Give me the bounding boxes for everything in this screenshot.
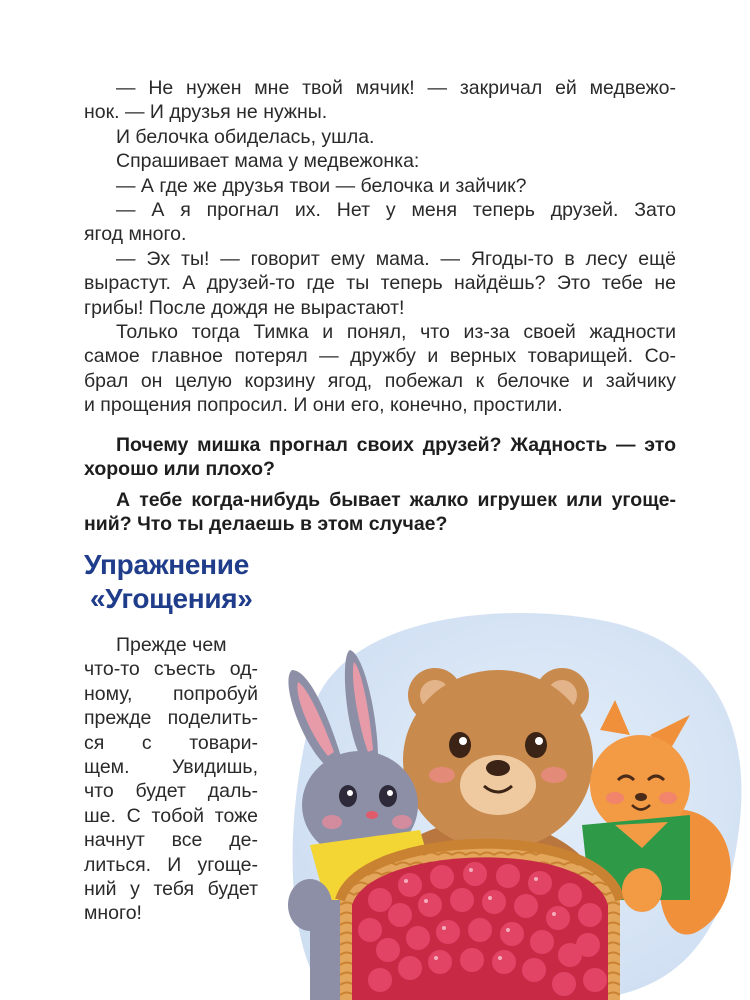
exercise-title-line2: «Угощения» [90,583,253,614]
exercise-line: щем. Увидишь, [84,756,258,779]
exercise-line: прежде поделить- [84,707,258,730]
story-line: — Эх ты! — говорит ему мама. — Ягоды-то в лесу ещё [116,247,676,270]
story-line: вырастут. А друзей-то где ты теперь найдёшь? Это тебе не [84,272,676,295]
animals-illustration [270,600,750,1000]
story-text [84,76,676,418]
story-line: грибы! После дождя не вырастают! [84,296,405,319]
story-line: — А я прогнал их. Нет у меня теперь друзей. Зато [116,199,676,222]
exercise-line: что-то съесть од- [84,658,258,681]
discussion-questions [84,433,676,537]
story-line: брал он целую корзину ягод, побежал к белочке и зайчику [84,369,676,392]
question-line: хорошо или плохо? [84,458,275,481]
story-line: — Не нужен мне твой мячик! — закричал ей медвежо- [116,77,676,99]
story-line: нок. — И друзья не нужны. [84,101,328,124]
exercise-line: литься. И угоще- [84,853,258,876]
story-line: ягод много. [84,223,187,246]
question-line: Почему мишка прогнал своих друзей? Жадность — это [116,434,676,456]
exercise-line: что будет даль- [84,780,258,803]
exercise-title-line1: Упражнение [84,549,249,580]
story-line: и прощения попросил. И они его, конечно, простили. [84,394,563,417]
question-line: А тебе когда-нибудь бывает жалко игрушек или угоще- [116,488,676,511]
exercise-line: Прежде чем [116,634,227,656]
exercise-line: ше. С тобой тоже [84,804,258,827]
exercise-line: начнут все де- [84,829,258,852]
exercise-line: ний у тебя будет [84,878,258,901]
story-line: — А где же друзья твои — белочка и зайчик? [116,174,527,197]
exercise-line: много! [84,902,142,925]
exercise-line: ному, попробуй [84,682,258,705]
story-line: самое главное потерял — дружбу и верных товарищей. Со- [84,345,676,368]
exercise-line: ся с товари- [84,731,258,754]
question-line: ний? Что ты делаешь в этом случае? [84,513,448,536]
exercise-text [84,633,258,926]
exercise-title [84,548,284,616]
story-line: Спрашивает мама у медвежонка: [116,150,420,173]
story-line: И белочка обиделась, ушла. [116,125,375,148]
story-line: Только тогда Тимка и понял, что из-за своей жадности [116,321,676,344]
